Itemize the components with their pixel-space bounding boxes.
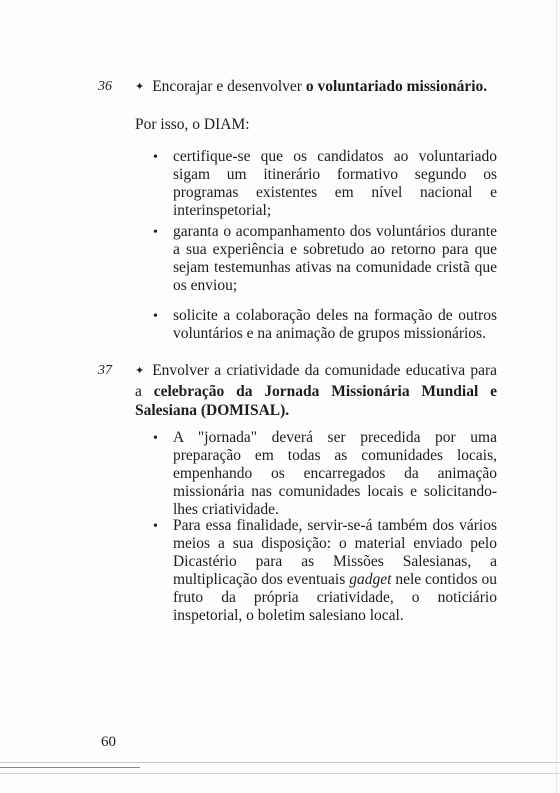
list-item-text: Para essa finalidade, servir-se-á também dos vários meios a sua disposição: o material enviado pelo Dicastério para as Missões Salesianas, a multiplicação dos eventuais — [173, 517, 497, 588]
list-item — [173, 517, 497, 625]
paragraph-number-37: 37 — [98, 363, 112, 378]
bullet-icon: • — [153, 431, 158, 446]
bullet-icon: • — [153, 225, 158, 240]
list-item-italic-term: gadget — [349, 571, 392, 588]
scan-edge-line — [0, 767, 140, 768]
list-item: garanta o acompanhamento dos voluntários durante a sua experiência e sobretudo ao retorno para que sejam testemunhas ativas na comunidade cristã que os enviou; — [173, 223, 497, 294]
paragraph-number-36: 36 — [98, 79, 112, 94]
section-36-lead-text: Encorajar e desenvolver — [152, 78, 306, 95]
section-36-lead-bold: o voluntariado missionário. — [305, 78, 488, 95]
section-36-lead — [135, 77, 497, 98]
list-item: A "jornada" deverá ser precedida por uma preparação em todas as comunidades locais, empenhando os encarregados da animação missionária nas comunidades locais e solicitando-lhes criatividade. — [173, 429, 497, 518]
section-37-lead-text: Envolver a criatividade da comunidade educativa para a — [135, 362, 497, 400]
scan-edge-line — [0, 773, 560, 774]
bullet-icon: • — [153, 150, 158, 165]
bullet-icon: • — [153, 519, 158, 534]
section-36-intro: Por isso, o DIAM: — [135, 116, 250, 133]
section-37-lead-bold: celebração da Jornada Missionária Mundial e Salesiana (DOMISAL). — [135, 383, 497, 419]
diamond-icon: ✦ — [135, 365, 145, 377]
diamond-icon: ✦ — [135, 81, 145, 93]
bullet-icon: • — [153, 309, 158, 324]
page-number: 60 — [101, 734, 116, 750]
list-item-text: nele contidos ou fruto da própria criatividade, o noticiário inspetorial, o boletim salesiano local. — [173, 571, 497, 624]
section-37-lead — [135, 361, 497, 420]
scan-edge-line — [0, 762, 560, 763]
list-item: solicite a colaboração deles na formação de outros voluntários e na animação de grupos missionários. — [173, 307, 497, 342]
scan-edge-line — [556, 0, 557, 793]
list-item: certifique-se que os candidatos ao voluntariado sigam um itinerário formativo segundo os programas existentes em nível nacional e interinspetorial; — [173, 148, 497, 219]
